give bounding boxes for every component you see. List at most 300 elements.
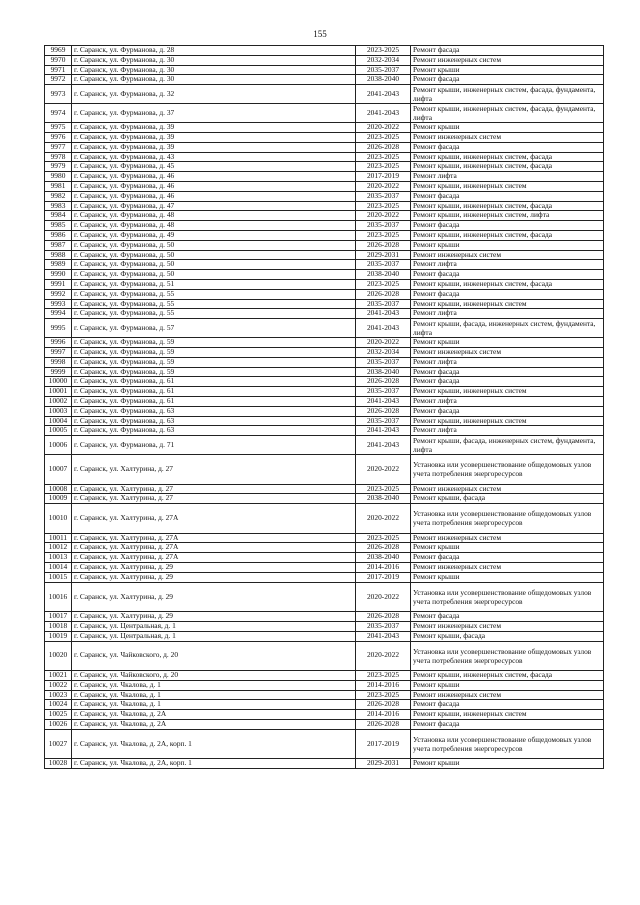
table-row [45,484,604,494]
row-address: г. Саранск, ул. Фурманова, д. 46 [72,181,356,191]
row-period: 2020-2022 [356,181,411,191]
table-row [45,710,604,720]
row-period: 2017-2019 [356,572,411,582]
row-period: 2041-2043 [356,85,411,104]
row-address: г. Саранск, ул. Фурманова, д. 61 [72,396,356,406]
row-work: Ремонт фасада [411,191,604,201]
table-row [45,720,604,730]
row-period: 2026-2028 [356,700,411,710]
row-address: г. Саранск, ул. Фурманова, д. 45 [72,162,356,172]
row-work: Ремонт фасада [411,289,604,299]
row-period: 2035-2037 [356,357,411,367]
row-period: 2038-2040 [356,75,411,85]
row-period: 2041-2043 [356,319,411,338]
row-address: г. Саранск, ул. Фурманова, д. 51 [72,279,356,289]
table-row [45,436,604,455]
row-work: Ремонт крыши, инженерных систем, фасада [411,201,604,211]
row-address: г. Саранск, ул. Фурманова, д. 48 [72,211,356,221]
row-work: Ремонт фасада [411,700,604,710]
table-row [45,426,604,436]
row-work: Установка или усовершенствование общедомовых узлов учета потребления энергоресурсов [411,641,604,671]
row-work: Ремонт лифта [411,396,604,406]
table-row [45,85,604,104]
table-row [45,172,604,182]
table-row [45,621,604,631]
table-row [45,270,604,280]
row-address: г. Саранск, ул. Чайковского, д. 20 [72,671,356,681]
table-row [45,690,604,700]
row-address: г. Саранск, ул. Фурманова, д. 61 [72,377,356,387]
row-work: Ремонт крыши [411,543,604,553]
row-number: 9972 [45,75,72,85]
row-address: г. Саранск, ул. Халтурина, д. 27 [72,484,356,494]
row-number: 10019 [45,631,72,641]
row-number: 9987 [45,240,72,250]
row-period: 2026-2028 [356,720,411,730]
table-row [45,347,604,357]
row-number: 10003 [45,406,72,416]
row-number: 10016 [45,582,72,612]
row-period: 2014-2016 [356,710,411,720]
row-address: г. Саранск, ул. Халтурина, д. 27А [72,543,356,553]
row-number: 10011 [45,533,72,543]
row-number: 9992 [45,289,72,299]
table-row [45,55,604,65]
row-number: 9985 [45,221,72,231]
row-work: Ремонт крыши, инженерных систем, фасада [411,152,604,162]
table-row [45,700,604,710]
table-row [45,230,604,240]
row-work: Ремонт инженерных систем [411,132,604,142]
row-address: г. Саранск, ул. Халтурина, д. 27 [72,494,356,504]
row-number: 10017 [45,612,72,622]
row-period: 2020-2022 [356,455,411,485]
table-row [45,104,604,123]
row-work: Ремонт лифта [411,426,604,436]
row-work: Установка или усовершенствование общедомовых узлов учета потребления энергоресурсов [411,582,604,612]
row-work: Ремонт фасада [411,270,604,280]
table-row [45,367,604,377]
row-address: г. Саранск, ул. Халтурина, д. 29 [72,582,356,612]
row-period: 2035-2037 [356,621,411,631]
row-number: 9996 [45,338,72,348]
row-work: Ремонт фасада [411,142,604,152]
row-number: 10012 [45,543,72,553]
row-address: г. Саранск, ул. Фурманова, д. 71 [72,436,356,455]
row-work: Ремонт инженерных систем [411,55,604,65]
table-row [45,279,604,289]
row-work: Ремонт лифта [411,172,604,182]
table-row [45,494,604,504]
row-number: 9991 [45,279,72,289]
table-row [45,240,604,250]
row-period: 2020-2022 [356,582,411,612]
row-address: г. Саранск, ул. Фурманова, д. 55 [72,309,356,319]
row-number: 9970 [45,55,72,65]
row-number: 10022 [45,680,72,690]
row-period: 2023-2025 [356,230,411,240]
row-work: Ремонт лифта [411,357,604,367]
row-address: г. Саранск, ул. Халтурина, д. 27А [72,553,356,563]
table-row [45,543,604,553]
table-row [45,504,604,534]
row-address: г. Саранск, ул. Чкалова, д. 2А, корп. 1 [72,759,356,769]
row-period: 2023-2025 [356,162,411,172]
row-address: г. Саранск, ул. Фурманова, д. 59 [72,357,356,367]
row-address: г. Саранск, ул. Фурманова, д. 48 [72,221,356,231]
row-period: 2020-2022 [356,641,411,671]
row-number: 10009 [45,494,72,504]
row-period: 2035-2037 [356,221,411,231]
row-period: 2023-2025 [356,690,411,700]
row-address: г. Саранск, ул. Центральная, д. 1 [72,631,356,641]
row-address: г. Саранск, ул. Чкалова, д. 1 [72,690,356,700]
row-period: 2038-2040 [356,367,411,377]
row-number: 10001 [45,387,72,397]
table-row [45,455,604,485]
table-row [45,142,604,152]
row-period: 2041-2043 [356,426,411,436]
row-work: Ремонт крыши, инженерных систем, фасада [411,279,604,289]
table-row [45,250,604,260]
row-number: 9993 [45,299,72,309]
table-row [45,201,604,211]
row-work: Ремонт инженерных систем [411,563,604,573]
row-address: г. Саранск, ул. Фурманова, д. 50 [72,260,356,270]
table-row [45,123,604,133]
row-period: 2041-2043 [356,436,411,455]
row-period: 2023-2025 [356,152,411,162]
row-period: 2035-2037 [356,387,411,397]
row-period: 2038-2040 [356,494,411,504]
row-work: Ремонт фасада [411,720,604,730]
row-work: Ремонт фасада [411,367,604,377]
row-address: г. Саранск, ул. Фурманова, д. 30 [72,75,356,85]
row-address: г. Саранск, ул. Фурманова, д. 30 [72,55,356,65]
row-period: 2035-2037 [356,299,411,309]
row-period: 2026-2028 [356,289,411,299]
row-period: 2026-2028 [356,142,411,152]
row-period: 2023-2025 [356,484,411,494]
row-number: 10023 [45,690,72,700]
row-work: Ремонт крыши [411,680,604,690]
row-number: 9984 [45,211,72,221]
table-row [45,563,604,573]
row-number: 9973 [45,85,72,104]
row-work: Ремонт фасада [411,406,604,416]
row-period: 2026-2028 [356,543,411,553]
row-period: 2041-2043 [356,396,411,406]
row-period: 2041-2043 [356,631,411,641]
row-number: 10025 [45,710,72,720]
table-row [45,132,604,142]
row-work: Ремонт крыши, инженерных систем [411,299,604,309]
table-row [45,641,604,671]
row-period: 2029-2031 [356,759,411,769]
table-row [45,221,604,231]
row-period: 2035-2037 [356,260,411,270]
row-number: 10020 [45,641,72,671]
row-work: Ремонт крыши, инженерных систем [411,387,604,397]
row-address: г. Саранск, ул. Фурманова, д. 59 [72,338,356,348]
row-address: г. Саранск, ул. Фурманова, д. 63 [72,416,356,426]
row-number: 9999 [45,367,72,377]
row-number: 9982 [45,191,72,201]
row-number: 10015 [45,572,72,582]
table-row [45,260,604,270]
row-address: г. Саранск, ул. Фурманова, д. 59 [72,367,356,377]
row-work: Ремонт крыши, инженерных систем, фасада, фундамента, лифта [411,85,604,104]
row-address: г. Саранск, ул. Халтурина, д. 29 [72,563,356,573]
row-number: 10014 [45,563,72,573]
row-period: 2023-2025 [356,132,411,142]
row-address: г. Саранск, ул. Фурманова, д. 55 [72,289,356,299]
row-work: Ремонт крыши [411,572,604,582]
row-number: 10021 [45,671,72,681]
table-row [45,319,604,338]
row-number: 9990 [45,270,72,280]
table-body [45,46,604,769]
row-address: г. Саранск, ул. Фурманова, д. 55 [72,299,356,309]
row-number: 10005 [45,426,72,436]
row-work: Ремонт крыши, инженерных систем [411,710,604,720]
row-work: Ремонт крыши, фасада, инженерных систем, фундамента, лифта [411,319,604,338]
table-row [45,416,604,426]
row-work: Ремонт крыши [411,240,604,250]
row-work: Ремонт фасада [411,377,604,387]
table-row [45,582,604,612]
row-work: Ремонт крыши, инженерных систем [411,416,604,426]
row-work: Ремонт крыши, фасада, инженерных систем, фундамента, лифта [411,436,604,455]
row-number: 10027 [45,729,72,759]
row-work: Ремонт инженерных систем [411,484,604,494]
row-period: 2020-2022 [356,504,411,534]
row-work: Ремонт фасада [411,221,604,231]
row-address: г. Саранск, ул. Фурманова, д. 43 [72,152,356,162]
row-address: г. Саранск, ул. Фурманова, д. 46 [72,172,356,182]
row-address: г. Саранск, ул. Фурманова, д. 39 [72,123,356,133]
row-address: г. Саранск, ул. Фурманова, д. 63 [72,426,356,436]
row-work: Ремонт фасада [411,75,604,85]
row-work: Ремонт крыши, инженерных систем, фасада [411,162,604,172]
row-number: 9986 [45,230,72,240]
row-work: Установка или усовершенствование общедомовых узлов учета потребления энергоресурсов [411,455,604,485]
row-address: г. Саранск, ул. Чайковского, д. 20 [72,641,356,671]
row-address: г. Саранск, ул. Центральная, д. 1 [72,621,356,631]
table-row [45,191,604,201]
row-period: 2041-2043 [356,309,411,319]
row-period: 2026-2028 [356,377,411,387]
table-row [45,377,604,387]
row-address: г. Саранск, ул. Чкалова, д. 2А [72,710,356,720]
row-work: Ремонт фасада [411,46,604,56]
row-period: 2023-2025 [356,279,411,289]
row-work: Ремонт крыши, инженерных систем, фасада, фундамента, лифта [411,104,604,123]
row-number: 10000 [45,377,72,387]
row-number: 9988 [45,250,72,260]
table-row [45,406,604,416]
row-period: 2035-2037 [356,191,411,201]
row-work: Ремонт крыши [411,338,604,348]
row-period: 2038-2040 [356,553,411,563]
table-row [45,46,604,56]
row-period: 2032-2034 [356,347,411,357]
row-address: г. Саранск, ул. Фурманова, д. 50 [72,270,356,280]
row-number: 9995 [45,319,72,338]
row-work: Ремонт инженерных систем [411,347,604,357]
row-period: 2026-2028 [356,240,411,250]
row-address: г. Саранск, ул. Фурманова, д. 61 [72,387,356,397]
row-number: 9994 [45,309,72,319]
table-row [45,572,604,582]
row-period: 2020-2022 [356,338,411,348]
row-period: 2020-2022 [356,211,411,221]
row-period: 2020-2022 [356,123,411,133]
table-row [45,152,604,162]
row-work: Ремонт крыши, инженерных систем, лифта [411,211,604,221]
table-row [45,680,604,690]
row-address: г. Саранск, ул. Фурманова, д. 46 [72,191,356,201]
row-period: 2014-2016 [356,680,411,690]
row-work: Ремонт крыши, инженерных систем, фасада [411,230,604,240]
table-row [45,357,604,367]
table-row [45,396,604,406]
row-work: Установка или усовершенствование общедомовых узлов учета потребления энергоресурсов [411,729,604,759]
row-address: г. Саранск, ул. Фурманова, д. 39 [72,132,356,142]
row-work: Ремонт крыши [411,65,604,75]
row-period: 2026-2028 [356,612,411,622]
row-work: Ремонт крыши, инженерных систем, фасада [411,671,604,681]
row-number: 10002 [45,396,72,406]
row-address: г. Саранск, ул. Фурманова, д. 50 [72,240,356,250]
row-number: 10010 [45,504,72,534]
row-number: 10008 [45,484,72,494]
row-work: Ремонт лифта [411,309,604,319]
row-address: г. Саранск, ул. Халтурина, д. 29 [72,612,356,622]
row-address: г. Саранск, ул. Фурманова, д. 39 [72,142,356,152]
row-number: 9979 [45,162,72,172]
row-period: 2023-2025 [356,201,411,211]
row-address: г. Саранск, ул. Фурманова, д. 63 [72,406,356,416]
row-work: Ремонт крыши [411,123,604,133]
row-period: 2038-2040 [356,270,411,280]
row-number: 9998 [45,357,72,367]
row-number: 10026 [45,720,72,730]
row-work: Ремонт инженерных систем [411,533,604,543]
row-address: г. Саранск, ул. Фурманова, д. 59 [72,347,356,357]
table-row [45,553,604,563]
row-number: 9989 [45,260,72,270]
row-work: Ремонт фасада [411,553,604,563]
row-period: 2017-2019 [356,729,411,759]
row-address: г. Саранск, ул. Фурманова, д. 28 [72,46,356,56]
row-address: г. Саранск, ул. Халтурина, д. 29 [72,572,356,582]
row-work: Ремонт фасада [411,612,604,622]
row-period: 2029-2031 [356,250,411,260]
row-work: Ремонт крыши [411,759,604,769]
row-work: Ремонт крыши, инженерных систем [411,181,604,191]
row-address: г. Саранск, ул. Чкалова, д. 1 [72,700,356,710]
row-address: г. Саранск, ул. Халтурина, д. 27 [72,455,356,485]
row-address: г. Саранск, ул. Халтурина, д. 27А [72,504,356,534]
row-work: Ремонт лифта [411,260,604,270]
row-address: г. Саранск, ул. Чкалова, д. 1 [72,680,356,690]
table-row [45,631,604,641]
table-row [45,533,604,543]
row-address: г. Саранск, ул. Фурманова, д. 57 [72,319,356,338]
row-work: Ремонт крыши, фасада [411,494,604,504]
row-number: 9971 [45,65,72,75]
row-number: 9977 [45,142,72,152]
row-work: Ремонт инженерных систем [411,250,604,260]
row-number: 10018 [45,621,72,631]
row-address: г. Саранск, ул. Фурманова, д. 47 [72,201,356,211]
row-address: г. Саранск, ул. Фурманова, д. 32 [72,85,356,104]
row-number: 10006 [45,436,72,455]
table-row [45,162,604,172]
table-row [45,759,604,769]
table-row [45,387,604,397]
row-number: 9969 [45,46,72,56]
table-row [45,338,604,348]
table-row [45,181,604,191]
table-row [45,309,604,319]
table-row [45,75,604,85]
row-number: 9975 [45,123,72,133]
row-number: 10007 [45,455,72,485]
row-address: г. Саранск, ул. Чкалова, д. 2А [72,720,356,730]
row-period: 2032-2034 [356,55,411,65]
row-period: 2023-2025 [356,533,411,543]
table-row [45,211,604,221]
row-address: г. Саранск, ул. Фурманова, д. 30 [72,65,356,75]
table-row [45,299,604,309]
row-number: 9976 [45,132,72,142]
row-number: 10013 [45,553,72,563]
row-work: Установка или усовершенствование общедомовых узлов учета потребления энергоресурсов [411,504,604,534]
row-period: 2014-2016 [356,563,411,573]
row-period: 2023-2025 [356,671,411,681]
row-number: 10024 [45,700,72,710]
row-number: 9980 [45,172,72,182]
row-period: 2017-2019 [356,172,411,182]
row-address: г. Саранск, ул. Чкалова, д. 2А, корп. 1 [72,729,356,759]
table-row [45,65,604,75]
row-number: 9983 [45,201,72,211]
row-work: Ремонт инженерных систем [411,621,604,631]
table-row [45,729,604,759]
row-work: Ремонт крыши, фасада [411,631,604,641]
row-period: 2041-2043 [356,104,411,123]
table-row [45,289,604,299]
table-row [45,671,604,681]
row-period: 2035-2037 [356,416,411,426]
row-number: 10004 [45,416,72,426]
row-period: 2035-2037 [356,65,411,75]
row-period: 2023-2025 [356,46,411,56]
row-number: 9981 [45,181,72,191]
row-address: г. Саранск, ул. Фурманова, д. 37 [72,104,356,123]
page-number: 155 [313,29,327,39]
row-period: 2026-2028 [356,406,411,416]
row-address: г. Саранск, ул. Халтурина, д. 27А [72,533,356,543]
row-number: 10028 [45,759,72,769]
row-number: 9997 [45,347,72,357]
row-work: Ремонт инженерных систем [411,690,604,700]
repair-schedule-table [44,45,604,769]
row-address: г. Саранск, ул. Фурманова, д. 49 [72,230,356,240]
row-address: г. Саранск, ул. Фурманова, д. 50 [72,250,356,260]
